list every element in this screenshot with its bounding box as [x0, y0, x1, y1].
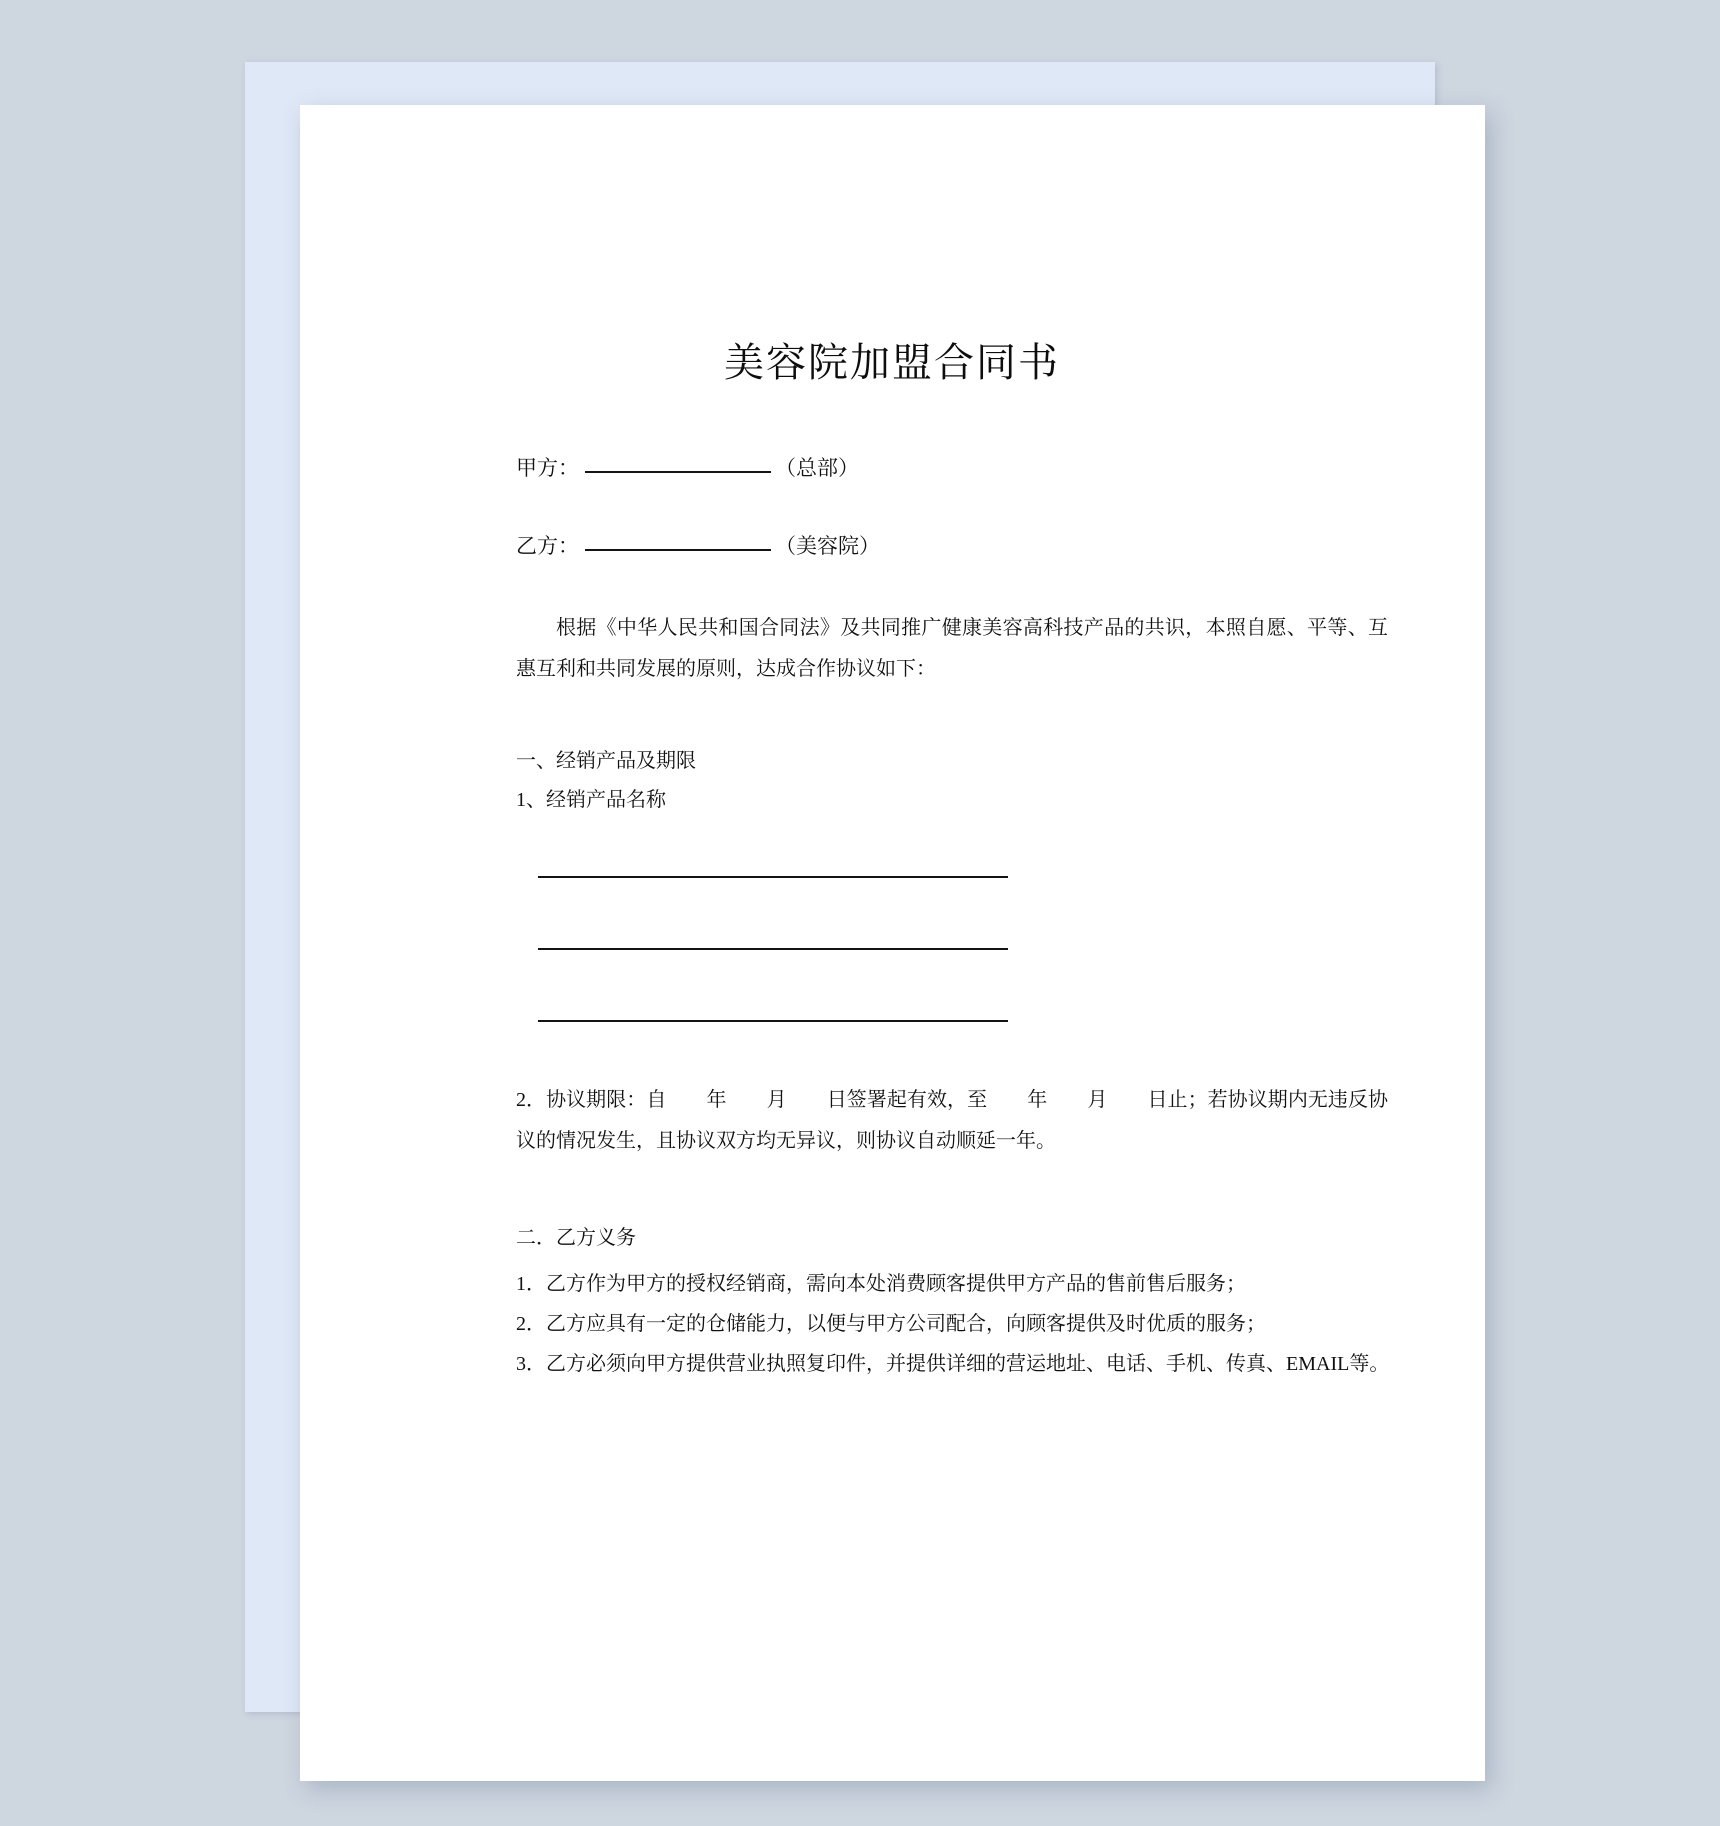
party-suffix-party-b: （美容院）: [775, 533, 880, 558]
party-a-fill-blank[interactable]: [585, 471, 771, 473]
party-label-party-a: 甲方：: [516, 456, 579, 480]
party-b-fill-blank[interactable]: [585, 549, 771, 551]
section-one-item-2: 2．协议期限：自 年 月 日签署起有效，至 年 月 日止；若协议期内无违反协议的情况发生，且协议双方均无异议，则协议自动顺延一年。: [516, 1089, 1388, 1152]
page-title: 美容院加盟合同书: [724, 340, 1060, 386]
page-text-frame: [388, 224, 1396, 1640]
product-blank-line-3[interactable]: [538, 1020, 1008, 1022]
preamble-paragraph: 根据《中华人民共和国合同法》及共同推广健康美容高科技产品的共识，本照自愿、平等、互惠互利和共同发展的原则，达成合作协议如下：: [516, 617, 1388, 680]
party-block: [388, 453, 1396, 562]
product-blank-line-2[interactable]: [538, 948, 1008, 950]
product-name-blank-lines: [388, 876, 1396, 1022]
section-two-heading: 二．乙方义务: [516, 1227, 636, 1249]
section-two-item-3: 3．乙方必须向甲方提供营业执照复印件，并提供详细的营运地址、电话、手机、传真、EMAIL等。: [516, 1353, 1390, 1375]
section-one-heading: 一、经销产品及期限: [516, 750, 696, 772]
section-two-block: [388, 1218, 1396, 1384]
party-line-first: [388, 453, 1396, 485]
product-blank-line-1[interactable]: [538, 876, 1008, 878]
party-label-party-b: 乙方：: [516, 533, 579, 558]
document-page: [300, 105, 1485, 1781]
section-two-item-1: 1．乙方作为甲方的授权经销商，需向本处消费顾客提供甲方产品的售前售后服务；: [516, 1273, 1246, 1295]
party-suffix-party-a: （总部）: [775, 456, 859, 480]
section-one-item-1: 1、经销产品名称: [516, 789, 666, 811]
party-line-second: [388, 531, 1396, 563]
section-two-item-2: 2．乙方应具有一定的仓储能力，以便与甲方公司配合，向顾客提供及时优质的服务；: [516, 1313, 1266, 1335]
